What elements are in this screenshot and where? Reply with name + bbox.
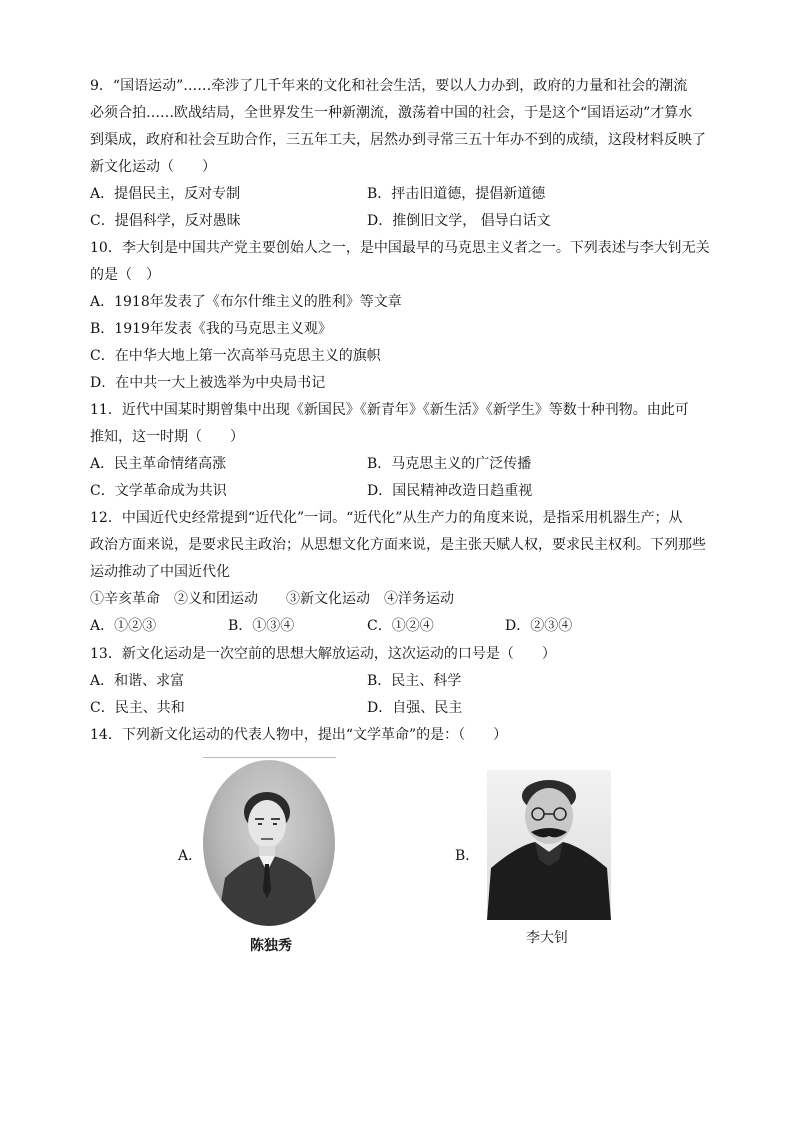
portrait-figure-a: [203, 760, 335, 926]
q14-option-b[interactable]: B．: [455, 848, 480, 864]
q12-stem-line-2: 政治方面来说，是要求民主政治；从思想文化方面来说，是主张天赋人权，要求民主权利。下列那些: [90, 537, 706, 553]
q12-items: ①辛亥革命 ②义和团运动 ③新文化运动 ④洋务运动: [90, 591, 454, 607]
q9-stem-line-1: 9．“国语运动”……牵涉了几千年来的文化和社会生活，要以人力办到，政府的力量和社会的潮流: [90, 78, 688, 94]
caption-chen-duxiu: 陈独秀: [250, 938, 292, 954]
caption-li-dazhao: 李大钊: [526, 930, 568, 946]
q10-option-c[interactable]: C．在中华大地上第一次高举马克思主义的旗帜: [90, 348, 381, 364]
q9-stem-line-4: 新文化运动（ ）: [90, 159, 216, 175]
q12-option-c[interactable]: C．①②④: [367, 618, 434, 634]
q10-stem-line-2: 的是（ ）: [90, 267, 160, 283]
q11-stem-line-1: 11．近代中国某时期曾集中出现《新国民》《新青年》《新生活》《新学生》等数十种刊物。由此可: [90, 402, 689, 418]
q10-stem-line-1: 10．李大钊是中国共产党主要创始人之一，是中国最早的马克思主义者之一。下列表述与李大钊无关: [90, 240, 710, 256]
q10-option-b[interactable]: B．1919年发表《我的马克思主义观》: [90, 321, 332, 337]
q12-option-b[interactable]: B．①③④: [228, 618, 295, 634]
q9-option-c[interactable]: C．提倡科学，反对愚昧: [90, 213, 241, 229]
q11-option-b[interactable]: B．马克思主义的广泛传播: [367, 456, 532, 472]
q10-option-a[interactable]: A．1918年发表了《布尔什维主义的胜利》等文章: [90, 294, 402, 310]
q11-stem-line-2: 推知，这一时期（ ）: [90, 429, 244, 445]
q14-stem: 14．下列新文化运动的代表人物中，提出“文学革命”的是：（ ）: [90, 727, 508, 743]
q9-option-d[interactable]: D．推倒旧文学， 倡导白话文: [367, 213, 551, 229]
portrait-chen-duxiu[interactable]: [203, 757, 336, 928]
q13-option-b[interactable]: B．民主、科学: [367, 673, 462, 689]
q13-option-a[interactable]: A．和谐、求富: [90, 673, 185, 689]
portrait-oval-frame: [203, 760, 335, 926]
q13-option-c[interactable]: C．民主、共和: [90, 700, 185, 716]
q12-option-a[interactable]: A．①②③: [90, 618, 157, 634]
q11-option-d[interactable]: D．国民精神改造日趋重视: [367, 483, 533, 499]
q11-option-c[interactable]: C．文学革命成为共识: [90, 483, 227, 499]
q13-stem: 13．新文化运动是一次空前的思想大解放运动，这次运动的口号是（ ）: [90, 646, 556, 662]
q14-option-a[interactable]: A．: [178, 848, 203, 864]
portrait-li-dazhao[interactable]: [487, 770, 611, 920]
q9-stem-line-2: 必须合拍……欧战结局，全世界发生一种新潮流，激荡着中国的社会，于是这个“国语运动”才算水: [90, 105, 693, 121]
q12-stem-line-3: 运动推动了中国近代化: [90, 564, 230, 580]
q12-stem-line-1: 12．中国近代史经常提到“近代化”一词。“近代化”从生产力的角度来说，是指采用机器生产；从: [90, 510, 683, 526]
portrait-figure-b: [487, 770, 611, 920]
q9-stem-line-3: 到渠成，政府和社会互助合作，三五年工夫，居然办到寻常三五十年办不到的成绩，这段材料反映了: [90, 132, 706, 148]
q13-option-d[interactable]: D．自强、民主: [367, 700, 463, 716]
q9-option-a[interactable]: A．提倡民主，反对专制: [90, 186, 241, 202]
q12-option-d[interactable]: D．②③④: [505, 618, 573, 634]
q10-option-d[interactable]: D．在中共一大上被选举为中央局书记: [90, 375, 326, 391]
q11-option-a[interactable]: A．民主革命情绪高涨: [90, 456, 227, 472]
q9-option-b[interactable]: B．抨击旧道德，提倡新道德: [367, 186, 546, 202]
